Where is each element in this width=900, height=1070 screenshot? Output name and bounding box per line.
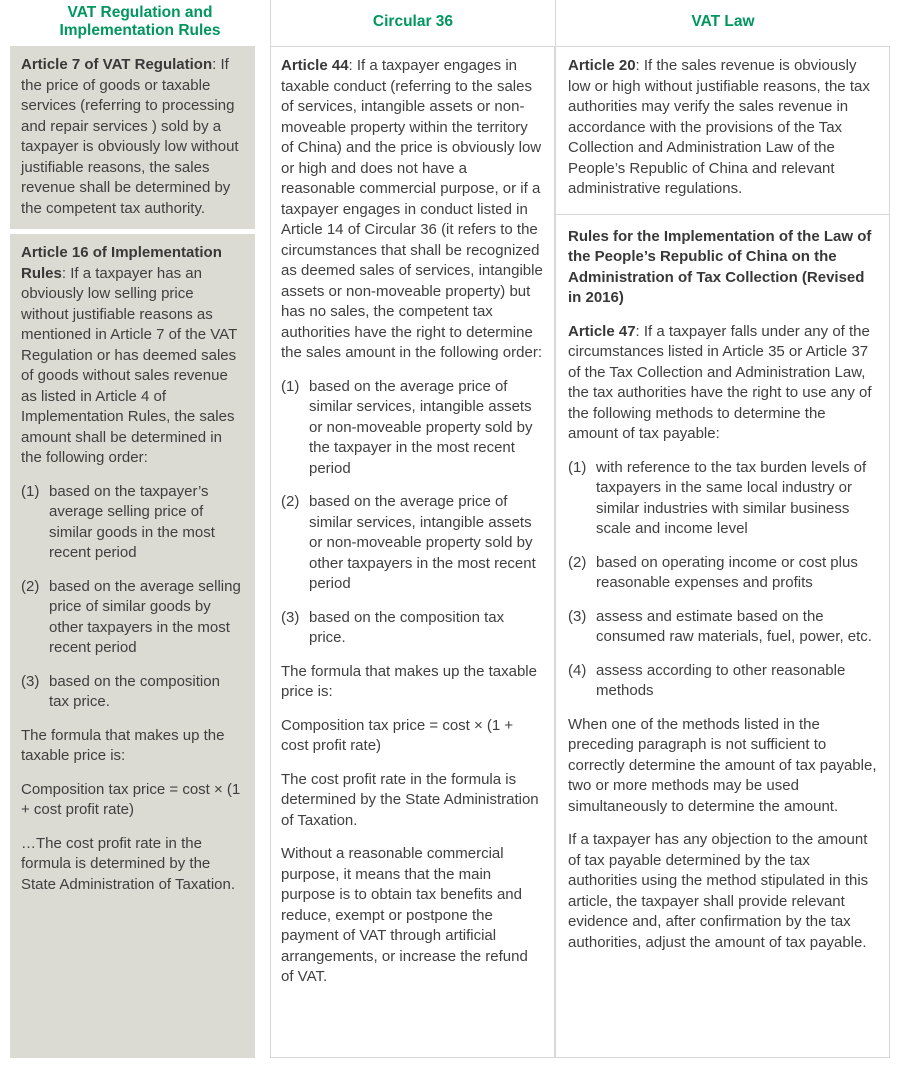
formula-text: Composition tax price = cost × (1 + cost profit rate) — [281, 716, 514, 754]
list-item — [568, 458, 878, 540]
list-text: based on operating income or cost plus reasonable expenses and profits — [596, 553, 858, 591]
paragraph: The cost profit rate in the formula is determined by the State Administration of Taxation. — [281, 770, 539, 829]
column-header-vat-regulation: VAT Regulation and Implementation Rules — [59, 4, 221, 39]
cell-article-20 — [568, 56, 878, 202]
list-item — [281, 492, 544, 595]
list-item — [21, 577, 243, 659]
list-marker: (1) — [568, 458, 587, 476]
article-label: Article 44 — [281, 57, 349, 74]
list-item — [568, 553, 878, 594]
cell-article-7 — [10, 46, 255, 229]
list-marker: (3) — [281, 608, 300, 626]
column-vat-regulation — [10, 46, 270, 1058]
column-circular-36 — [270, 46, 555, 1058]
list-item — [281, 377, 544, 480]
vat-law-cell-group — [555, 46, 890, 1058]
column-vat-law — [555, 46, 890, 1058]
list-text: based on the taxpayer’s average selling price of similar goods in the most recent period — [49, 482, 215, 561]
list-marker: (1) — [281, 377, 300, 395]
list-text: based on the composition tax price. — [309, 608, 505, 646]
article-label: Article 20 — [568, 57, 636, 74]
paragraph: Article 47: If a taxpayer falls under any of the circumstances listed in Article 35 or Article 37 of the Tax Collection and Administration Law, the tax authorities have the right to use any of the following methods to determine the amount of tax payable: — [568, 322, 872, 442]
formula-text: Composition tax price = cost × (1 + cost profit rate) — [21, 780, 241, 818]
list-text: assess and estimate based on the consumed raw materials, fuel, power, etc. — [596, 607, 872, 645]
list-text: based on the average price of similar services, intangible assets or non-moveable property sold by the taxpayer in the most recent period — [309, 377, 533, 477]
cell-article-44 — [270, 46, 555, 1058]
paragraph: If a taxpayer has any objection to the amount of tax payable determined by the tax authorities using the method stipulated in this article, the taxpayer shall provide relevant evidence and, after confirmation by the tax authorities, adjust the amount of tax payable. — [568, 831, 869, 951]
paragraph: Article 44: If a taxpayer engages in taxable conduct (referring to the sales of services, intangible assets or non-moveable property within the territory of China) and the price is obviously low or high and does not have a reasonable commercial purpose, or if a taxpayer engages in conduct listed in Article 14 of Circular 36 (it refers to the circumstances that shall be recognized as deemed sales of services, intangible assets or non-moveable property) but has no sales, the competent tax authorities have the right to determine the sales amount in the following order: — [281, 57, 543, 361]
rules-heading: Rules for the Implementation of the Law of the People’s Republic of China on the Administration of Tax Collection (Revised in 2016) — [568, 227, 872, 306]
list-item — [568, 661, 878, 702]
list-text: based on the average price of similar services, intangible assets or non-moveable property sold by other taxpayers in the most recent period — [309, 493, 536, 592]
list-text: with reference to the tax burden levels of taxpayers in the same local industry or similar industries with similar business scale and income level — [596, 458, 867, 537]
paragraph: When one of the methods listed in the preceding paragraph is not sufficient to correctly determine the amount of tax payable, two or more methods may be used simultaneously to determine the amount. — [568, 715, 877, 815]
paragraph: …The cost profit rate in the formula is determined by the State Administration of Taxation. — [21, 834, 236, 893]
paragraph: Without a reasonable commercial purpose, it means that the main purpose is to obtain tax benefits and reduce, exempt or postpone the payment of VAT through artificial arrangements, or increase the refund of VAT. — [281, 845, 528, 985]
article-label: Article 7 of VAT Regulation — [21, 56, 213, 73]
list-marker: (2) — [21, 577, 40, 595]
list-item — [568, 607, 878, 648]
cell-article-47 — [556, 214, 889, 1048]
paragraph: Article 16 of Implementation Rules: If a taxpayer has an obviously low selling price without justifiable reasons as mentioned in Article 7 of the VAT Regulation or has deemed sales of goods without sales revenue as listed in Article 4 of Implementation Rules, the sales amount shall be determined in the following order: — [21, 244, 237, 466]
list-item — [281, 608, 544, 649]
list-marker: (4) — [568, 661, 587, 679]
list-text: based on the composition tax price. — [49, 672, 220, 710]
column-header-vat-law: VAT Law — [555, 0, 890, 46]
column-header-circular-36: Circular 36 — [270, 0, 555, 46]
list-marker: (2) — [568, 553, 587, 571]
list-item — [21, 482, 243, 564]
table-header-row — [10, 0, 890, 46]
list-item — [21, 672, 243, 713]
article-label: Article 16 of Implementation Rules — [21, 244, 222, 282]
list-marker: (3) — [568, 607, 587, 625]
list-text: based on the average selling price of similar goods by other taxpayers in the most recent period — [49, 577, 241, 656]
cell-article-16 — [10, 234, 255, 1058]
list-text: assess according to other reasonable methods — [596, 661, 846, 699]
article-label: Article 47 — [568, 322, 636, 340]
table-body-row — [10, 46, 890, 1058]
paragraph: Article 20: If the sales revenue is obviously low or high without justifiable reasons, the tax authorities may verify the sales revenue in accordance with the provisions of the Tax Collection and Administration Law of the People’s Republic of China and relevant administrative regulations. — [568, 57, 870, 197]
paragraph: The formula that makes up the taxable price is: — [21, 726, 225, 764]
list-marker: (2) — [281, 493, 300, 510]
paragraph: The formula that makes up the taxable price is: — [281, 662, 537, 700]
list-marker: (3) — [21, 672, 40, 690]
list-marker: (1) — [21, 482, 40, 500]
paragraph: Article 7 of VAT Regulation: If the price of goods or taxable services (referring to processing and repair services ) sold by a taxpayer is obviously low without justifiable reasons, the sales revenue shall be determined by the competent tax authority. — [21, 56, 239, 217]
